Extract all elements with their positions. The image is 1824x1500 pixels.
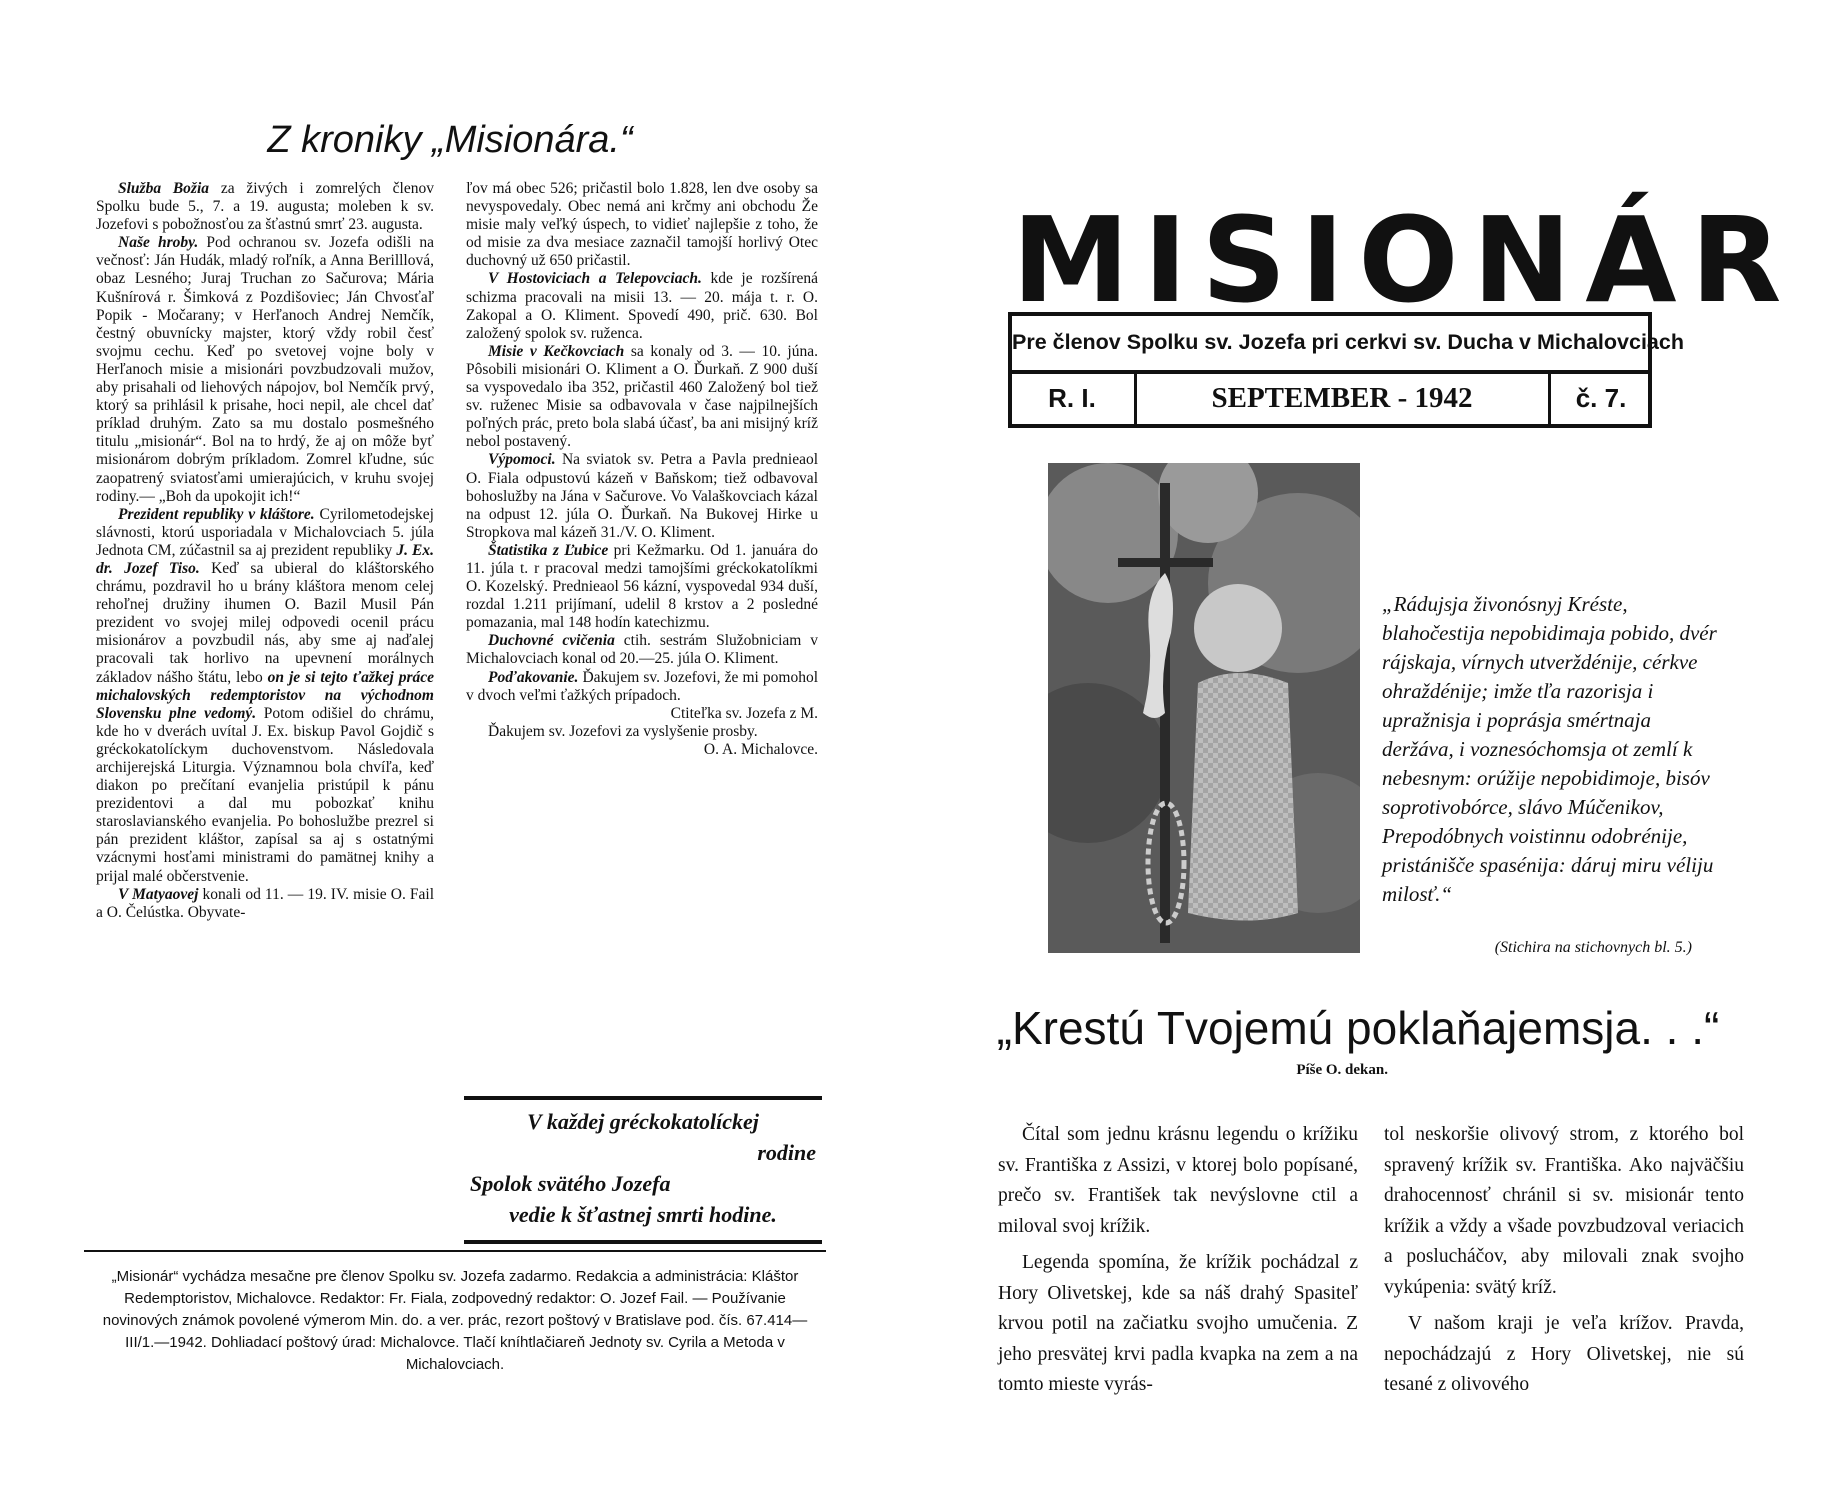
masthead-box-sep-2 bbox=[1548, 370, 1551, 428]
chronicle-column-1 bbox=[96, 180, 434, 922]
issue-date: SEPTEMBER - 1942 bbox=[1211, 382, 1473, 414]
motto-line-4: vedie k šťastnej smrti hodine. bbox=[509, 1202, 777, 1227]
article-paragraph-1: Čítal som jednu krásnu legendu o krížiku sv. Františka z Assizi, v ktorej bolo popísané, prečo sv. František tak nevýslovne ctil a miloval svoj krížik. bbox=[998, 1124, 1358, 1237]
article-paragraph-2: Legenda spomína, že krížik pochádzal z Hory Olivetskej, kde sa náš drahý Spasiteľ krvou potil na začiatku svojho umučenia. Z jeho presvätej krvi padla kvapka na zem a na tomto mieste vyrás- bbox=[998, 1252, 1358, 1395]
paragraph-graves: Naše hroby. Pod ochranou sv. Jozefa odišli na večnosť: Ján Hudák, mladý roľník, a Anna Berilllová, obaz Lesného; Juraj Truchan zo Sačurova; Mária Kušnírová r. Šimková z Pozdišoviec; Ján Chvosťaľ Popik - Močarany; v Herľanoch Andrej Nemčík, čestný obuvnícky majster, ktorý vždy robil česť svojmu cechu. Keď po svetovej vojne boly v Herľanoch misie a misionári povzbudzovali mužov, aby prisahali od liehových nápojov, bol Nemčík prvý, ktorý sa prihlásil k prisahe, hoci nepil, ale chcel dať príklad druhým. Zato sa mu dostalo posmešného titulu „misionár“. Bol na to hrdý, že aj on môže byť misionárom dobrým príkladom. Zomrel kľudne, súc zaopatrený sviatosťami umierajúcich, v kruhu svojej rodiny.— „Boh da upokojit ich!“ bbox=[96, 234, 435, 505]
imprint-rule bbox=[84, 1250, 826, 1252]
masthead-box-sep-1 bbox=[1134, 370, 1137, 428]
article-title: „Krestú Tvojemú poklaňajemsja. . .“ bbox=[996, 1002, 1720, 1054]
imprint: „Misionár“ vychádza mesačne pre členov Spolku sv. Jozefa zadarmo. Redakcia a administrácia: Kláštor Redemptoristov, Michalovce. Redaktor: Fr. Fiala, zodpovedný redaktor: O. Jozef Fail. — Používanie novinových známok povolené výmerom Min. do. a ver. prác, rezort poštový v Bratislave pod. čís. 67.414—III/1.—1942. Dohliadací poštový úrad: Michalovce. Tlačí kníhtlačiareň Jednoty sv. Cyrila a Metoda v Michalovciach. bbox=[102, 1268, 808, 1373]
cross-photo bbox=[1048, 463, 1360, 953]
motto-top-rule bbox=[464, 1096, 822, 1100]
motto-line-1: V každej gréckokatolíckej bbox=[527, 1109, 759, 1134]
left-page bbox=[0, 0, 900, 1500]
signature-1: Ctiteľka sv. Jozefa z M. bbox=[670, 704, 818, 722]
motto-line-2: rodine bbox=[757, 1140, 816, 1165]
cross-photo-image bbox=[1048, 463, 1360, 953]
motto-bottom-rule bbox=[464, 1240, 822, 1244]
paragraph-hostovice: V Hostoviciach a Telepovciach. kde je rozšírená schizma pracovali na misii 13. — 20. mája t. r. O. Zakopal a O. Kliment. Spovedí 490, prič. 630. Bol založený spolok sv. ruženca. bbox=[466, 270, 818, 342]
stichira-verse: „Rádujsja živonósnyj Kréste, blahočestija nepobidimaja pobido, dvér rájskaja, vírnych utverždénije, cérkve ohraždénije; imže tľa razorisja i upražnisja i poprásja smértnaja deržáva, i voznesóchomsja ot zemlí k nebesnym: orúžije nepobidimoje, bisóv soprotivobórce, slávo Múčenikov, Prepodóbnych voistinnu odobrénije, pristánišče spasénija: dáruj miru véliju milosť.“ bbox=[1382, 592, 1717, 906]
article-paragraph-4: V našom kraji je veľa krížov. Pravda, nepochádzajú z Hory Olivetskej, nie sú tesané z olivového bbox=[1384, 1313, 1744, 1395]
paragraph-keckovce: Misie v Kečkovciach sa konaly od 3. — 10. júna. Pôsobili misionári O. Kliment a O. Ďurkaň. Z 900 duší sa vyspovedalo iba 352, pričastil 460 Založený bol tiež sv. ruženec Misie sa odbavovala v čase najpilnejších poľných prác, preto bola slabá účasť, ba ani misijný kríž nebol postavený. bbox=[466, 342, 818, 451]
motto-box bbox=[470, 1106, 816, 1230]
signature-2: O. A. Michalovce. bbox=[703, 740, 818, 758]
chronicle-column-2 bbox=[466, 180, 818, 759]
paragraph-vypomoci: Výpomoci. Na sviatok sv. Petra a Pavla prednieaol O. Fiala odpustovú kázeň v Baňskom; tiež odbavoval bohoslužby na Jána v Sačurove. Vo Valaškovciach kázal na odpust 12. júla O. Ďurkaň. Na Bukovej Hirke u Stropkova mal kázeň 31./V. O. Kliment. bbox=[466, 451, 819, 541]
masthead-box-divider bbox=[1008, 370, 1652, 374]
chronicle-title: Z kroniky „Misionára.“ bbox=[267, 119, 633, 161]
paragraph-matyasova: V Matyaovej konali od 11. — 19. IV. misie O. Fail a O. Čelústka. Obyvate- bbox=[96, 885, 434, 921]
paragraph-exercises: Duchovné cvičenia ctih. sestrám Služobniciam v Michalovciach konal od 20.—25. júla O. Kliment. bbox=[466, 632, 819, 668]
masthead-subtitle: Pre členov Spolku sv. Jozefa pri cerkvi sv. Ducha v Michalovciach bbox=[1012, 330, 1684, 354]
article-column-1 bbox=[998, 1120, 1358, 1401]
paragraph-lubica: Štatistika z Ľubice pri Kežmarku. Od 1. januára do 11. júla t. r pracoval medzi tamojšími gréckokatolíkmi O. Kozelský. Prednieaol 56 kázní, vyspovedal 934 duší, rozdal 1.211 prijímaní, udelil 8 krstov a 2 posledné pomazania, mal 148 hodín katechizmu. bbox=[466, 541, 819, 632]
article-column-2 bbox=[1384, 1120, 1744, 1401]
stichira-source: (Stichira na stichovnych bl. 5.) bbox=[1494, 939, 1692, 956]
issue-year: R. I. bbox=[1048, 383, 1096, 413]
masthead-title: MISIONÁR bbox=[1012, 191, 1796, 329]
paragraph-thanks-2: Ďakujem sv. Jozefovi za vyslyšenie prosby. bbox=[488, 722, 758, 740]
right-page bbox=[900, 0, 1824, 1500]
issue-number: č. 7. bbox=[1575, 383, 1627, 413]
paragraph-president: Prezident republiky v kláštore. Cyrilometodejskej slávnosti, ktorú usporiadala v Michalovciach 5. júla Jednota CM, zúčastnil sa aj prezident republiky J. Ex. dr. Jozef Tiso. Keď sa ubieral do kláštorského chrámu, pozdravil ho u brány kláštora menom celej rehoľnej družiny ihumen O. Bazil Musil Pán prezident vo svojej milej odpovedi ocenil prácu misionárov a povzbudil nás, aby sme aj naďalej pracovali tak horlivo na upevnení morálnych základov nášho štátu, lebo on je si tejto ťažkej práce michalovských redemptoristov na východnom Slovensku plne vedomý. Potom odišiel do chrámu, kde ho v dverách uvítal J. Ex. biskup Pavol Gojdič s gréckokatolíckym duchovenstvom. Následovala archijerejská Liturgia. Významnou bola chvíľa, keď diakon po prečítaní evanjelia pristúpil k pánu prezidentovi a dal mu pobozkať knihu staroslavianského evanjelia. Po bohoslužbe prezrel si pán prezident kláštor, zapísal sa aj s ostatnými vzácnymi hosťami ministrami do pamätnej knihy a prijal malé občerstvenie. bbox=[96, 505, 435, 885]
paragraph-continued: ľov má obec 526; pričastil bolo 1.828, len dve osoby sa nevyspovedaly. Obec nemá ani krčmy ani obchodu Že misie maly veľký úspech, to vidieť najlepšie z toho, že od misie za dva mesiace zaznačil tamojší horlivý Otec duchovný už 650 pričastil. bbox=[466, 180, 818, 270]
paragraph-thanks-1: Poďakovanie. Ďakujem sv. Jozefovi, že mi pomohol v dvoch veľmi ťažkých prípadoch. bbox=[466, 668, 818, 704]
article-paragraph-3: tol neskoršie olivový strom, z ktorého bol spravený krížik sv. Františka. Ako najväčšiu drahocennosť chránil si sv. misionár tento krížik a vždy a všade povzbudzoval veriacich a poslucháčov, aby milovali znak svojho vykúpenia: svätý kríž. bbox=[1384, 1124, 1744, 1298]
motto-line-3: Spolok svätého Jozefa bbox=[470, 1171, 671, 1196]
article-byline: Píše O. dekan. bbox=[1296, 1062, 1388, 1078]
paragraph-service: Služba Božia za živých i zomrelých členov Spolku bude 5., 7. a 19. augusta; moleben k sv. Jozefovi s pobožnosťou za šťastnú smrť 23. augusta. bbox=[96, 180, 434, 234]
